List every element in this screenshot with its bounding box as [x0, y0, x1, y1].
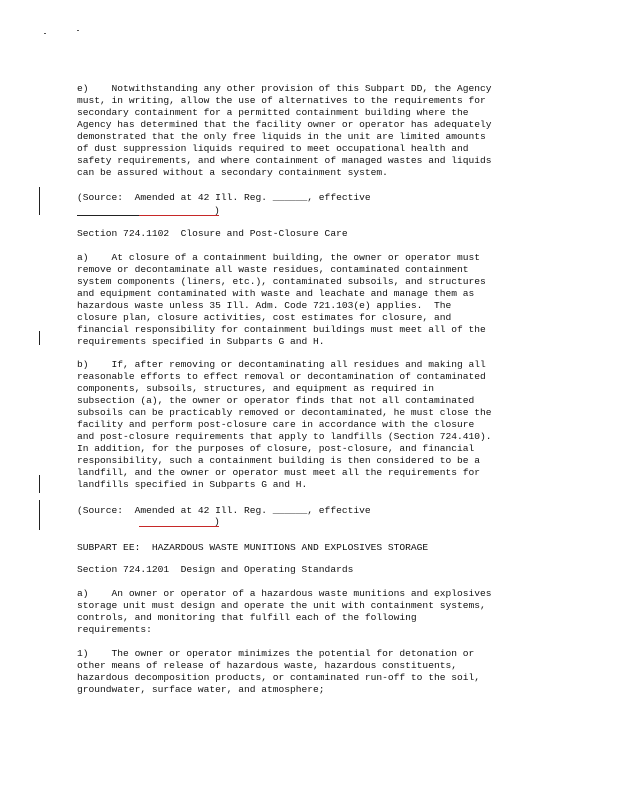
text-line: can be assured without a secondary containment system.: [77, 167, 388, 178]
text-line: b) If, after removing or decontaminating all residues and making all: [77, 359, 486, 370]
text-line: remove or decontaminate all waste residues, contaminated containment: [77, 264, 469, 275]
source-note-close: ): [214, 516, 220, 527]
text-line: e) Notwithstanding any other provision of this Subpart DD, the Agency: [77, 83, 492, 94]
text-line: subsoils can be practicably removed or decontaminated, he must close the: [77, 407, 492, 418]
text-line: reasonable efforts to effect removal or decontamination of contaminated: [77, 371, 486, 382]
revision-margin-bar: [39, 331, 40, 345]
revision-underline: [139, 526, 219, 527]
text-line: system components (liners, etc.), contaminated subsoils, and structures: [77, 276, 486, 287]
section-heading: Section 724.1201 Design and Operating Standards: [77, 564, 354, 575]
text-line: storage unit must design and operate the unit with containment systems,: [77, 600, 486, 611]
text-line: controls, and monitoring that fulfill each of the following: [77, 612, 417, 623]
text-line: In addition, for the purposes of closure, post-closure, and financial: [77, 443, 475, 454]
text-line: and post-closure requirements that apply to landfills (Section 724.410).: [77, 431, 492, 442]
revision-margin-bar: [39, 500, 40, 530]
text-line: subsection (a), the owner or operator finds that not all contaminated: [77, 395, 475, 406]
text-line: requirements:: [77, 624, 152, 635]
text-line: facility and perform post-closure care in accordance with the closure: [77, 419, 475, 430]
revision-margin-bar: [39, 187, 40, 215]
text-line: hazardous waste unless 35 Ill. Adm. Code 721.103(e) applies. The: [77, 300, 452, 311]
revision-underline: [139, 215, 219, 216]
text-line: landfills specified in Subparts G and H.: [77, 479, 308, 490]
text-line: and equipment contaminated with waste and leachate and manage them as: [77, 288, 475, 299]
text-line: demonstrated that the only free liquids in the unit are limited amounts: [77, 131, 486, 142]
text-line: groundwater, surface water, and atmosphere;: [77, 684, 325, 695]
text-line: of dust suppression liquids required to meet occupational health and: [77, 143, 469, 154]
revision-margin-bar: [39, 475, 40, 493]
text-line: landfill, and the owner or operator must meet all the requirements for: [77, 467, 481, 478]
date-blank-underline: [77, 215, 139, 216]
source-note-close: ): [214, 205, 220, 216]
section-heading: Section 724.1102 Closure and Post-Closure Care: [77, 228, 348, 239]
text-line: safety requirements, and where containment of managed wastes and liquids: [77, 155, 492, 166]
text-line: 1) The owner or operator minimizes the potential for detonation or: [77, 648, 475, 659]
text-line: responsibility, such a containment building is then considered to be a: [77, 455, 481, 466]
text-line: must, in writing, allow the use of alternatives to the requirements for: [77, 95, 486, 106]
scan-speck: [77, 30, 79, 31]
source-note: (Source: Amended at 42 Ill. Reg. ______, effective: [77, 505, 371, 516]
text-line: hazardous decomposition products, or contaminated run-off to the soil,: [77, 672, 481, 683]
text-line: a) At closure of a containment building, the owner or operator must: [77, 252, 481, 263]
subpart-heading: SUBPART EE: HAZARDOUS WASTE MUNITIONS AND EXPLOSIVES STORAGE: [77, 542, 429, 553]
scan-speck: [44, 33, 46, 34]
text-line: components, subsoils, structures, and equipment as required in: [77, 383, 434, 394]
text-line: secondary containment for a permitted containment building where the: [77, 107, 469, 118]
source-note: (Source: Amended at 42 Ill. Reg. ______, effective: [77, 192, 371, 203]
text-line: financial responsibility for containment buildings must meet all of the: [77, 324, 486, 335]
text-line: requirements specified in Subparts G and H.: [77, 336, 325, 347]
text-line: closure plan, closure activities, cost estimates for closure, and: [77, 312, 452, 323]
text-line: Agency has determined that the facility owner or operator has adequately: [77, 119, 492, 130]
text-line: a) An owner or operator of a hazardous waste munitions and explosives: [77, 588, 492, 599]
text-line: other means of release of hazardous waste, hazardous constituents,: [77, 660, 457, 671]
